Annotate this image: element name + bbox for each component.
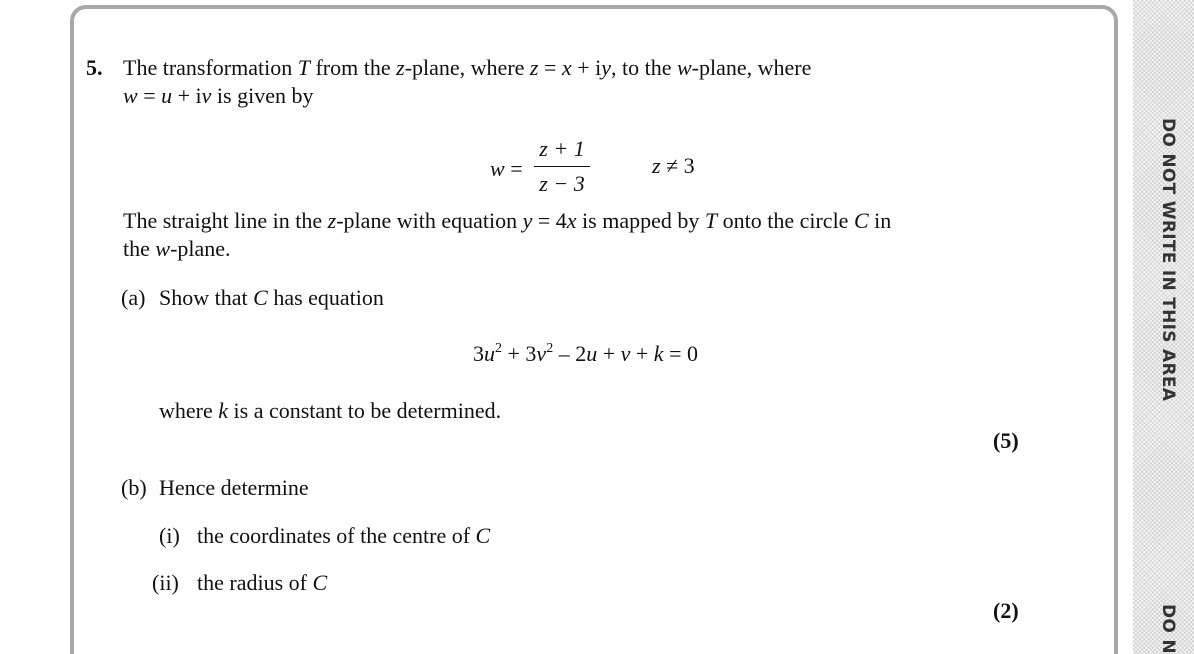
margin-warning-text: DO NOT WRITE IN THIS AREA (1158, 118, 1178, 402)
part-b-text: Hence determine (159, 475, 309, 500)
equation-condition: z ≠ 3 (652, 153, 695, 178)
equation-w-lhs: w = (490, 156, 523, 181)
part-b-i-text: the coordinates of the centre of C (197, 523, 491, 548)
line-statement-2: the w-plane. (123, 236, 231, 261)
part-b-ii-text: the radius of C (197, 570, 328, 595)
margin-warning-text-cut: DO N (1158, 604, 1178, 654)
part-b-i-label: (i) (159, 523, 180, 548)
line-statement-1: The straight line in the z-plane with equation y = 4x is mapped by T onto the circle C in (123, 208, 892, 233)
part-a-circle-equation: $3u^2 + 3v^2 - 2u + v + k = 0$ (473, 341, 698, 366)
part-b-label: (b) (121, 475, 147, 500)
part-b-marks: (2) (993, 598, 1019, 623)
part-a-where-text: where k is a constant to be determined. (159, 398, 502, 423)
question-number: 5. (86, 55, 103, 80)
question-intro-line-2: w = u + iv is given by (123, 83, 314, 108)
part-a-marks: (5) (993, 428, 1019, 453)
fraction-bar (534, 166, 590, 167)
fraction-denominator: z − 3 (539, 171, 585, 196)
fraction-numerator: z + 1 (539, 136, 585, 161)
part-a-text: Show that C has equation (159, 285, 384, 310)
part-a-label: (a) (121, 285, 146, 310)
question-intro-line-1: The transformation T from the z-plane, where z = x + iy, to the w-plane, where (123, 55, 812, 80)
part-b-ii-label: (ii) (152, 570, 179, 595)
equation-fraction (534, 136, 590, 197)
